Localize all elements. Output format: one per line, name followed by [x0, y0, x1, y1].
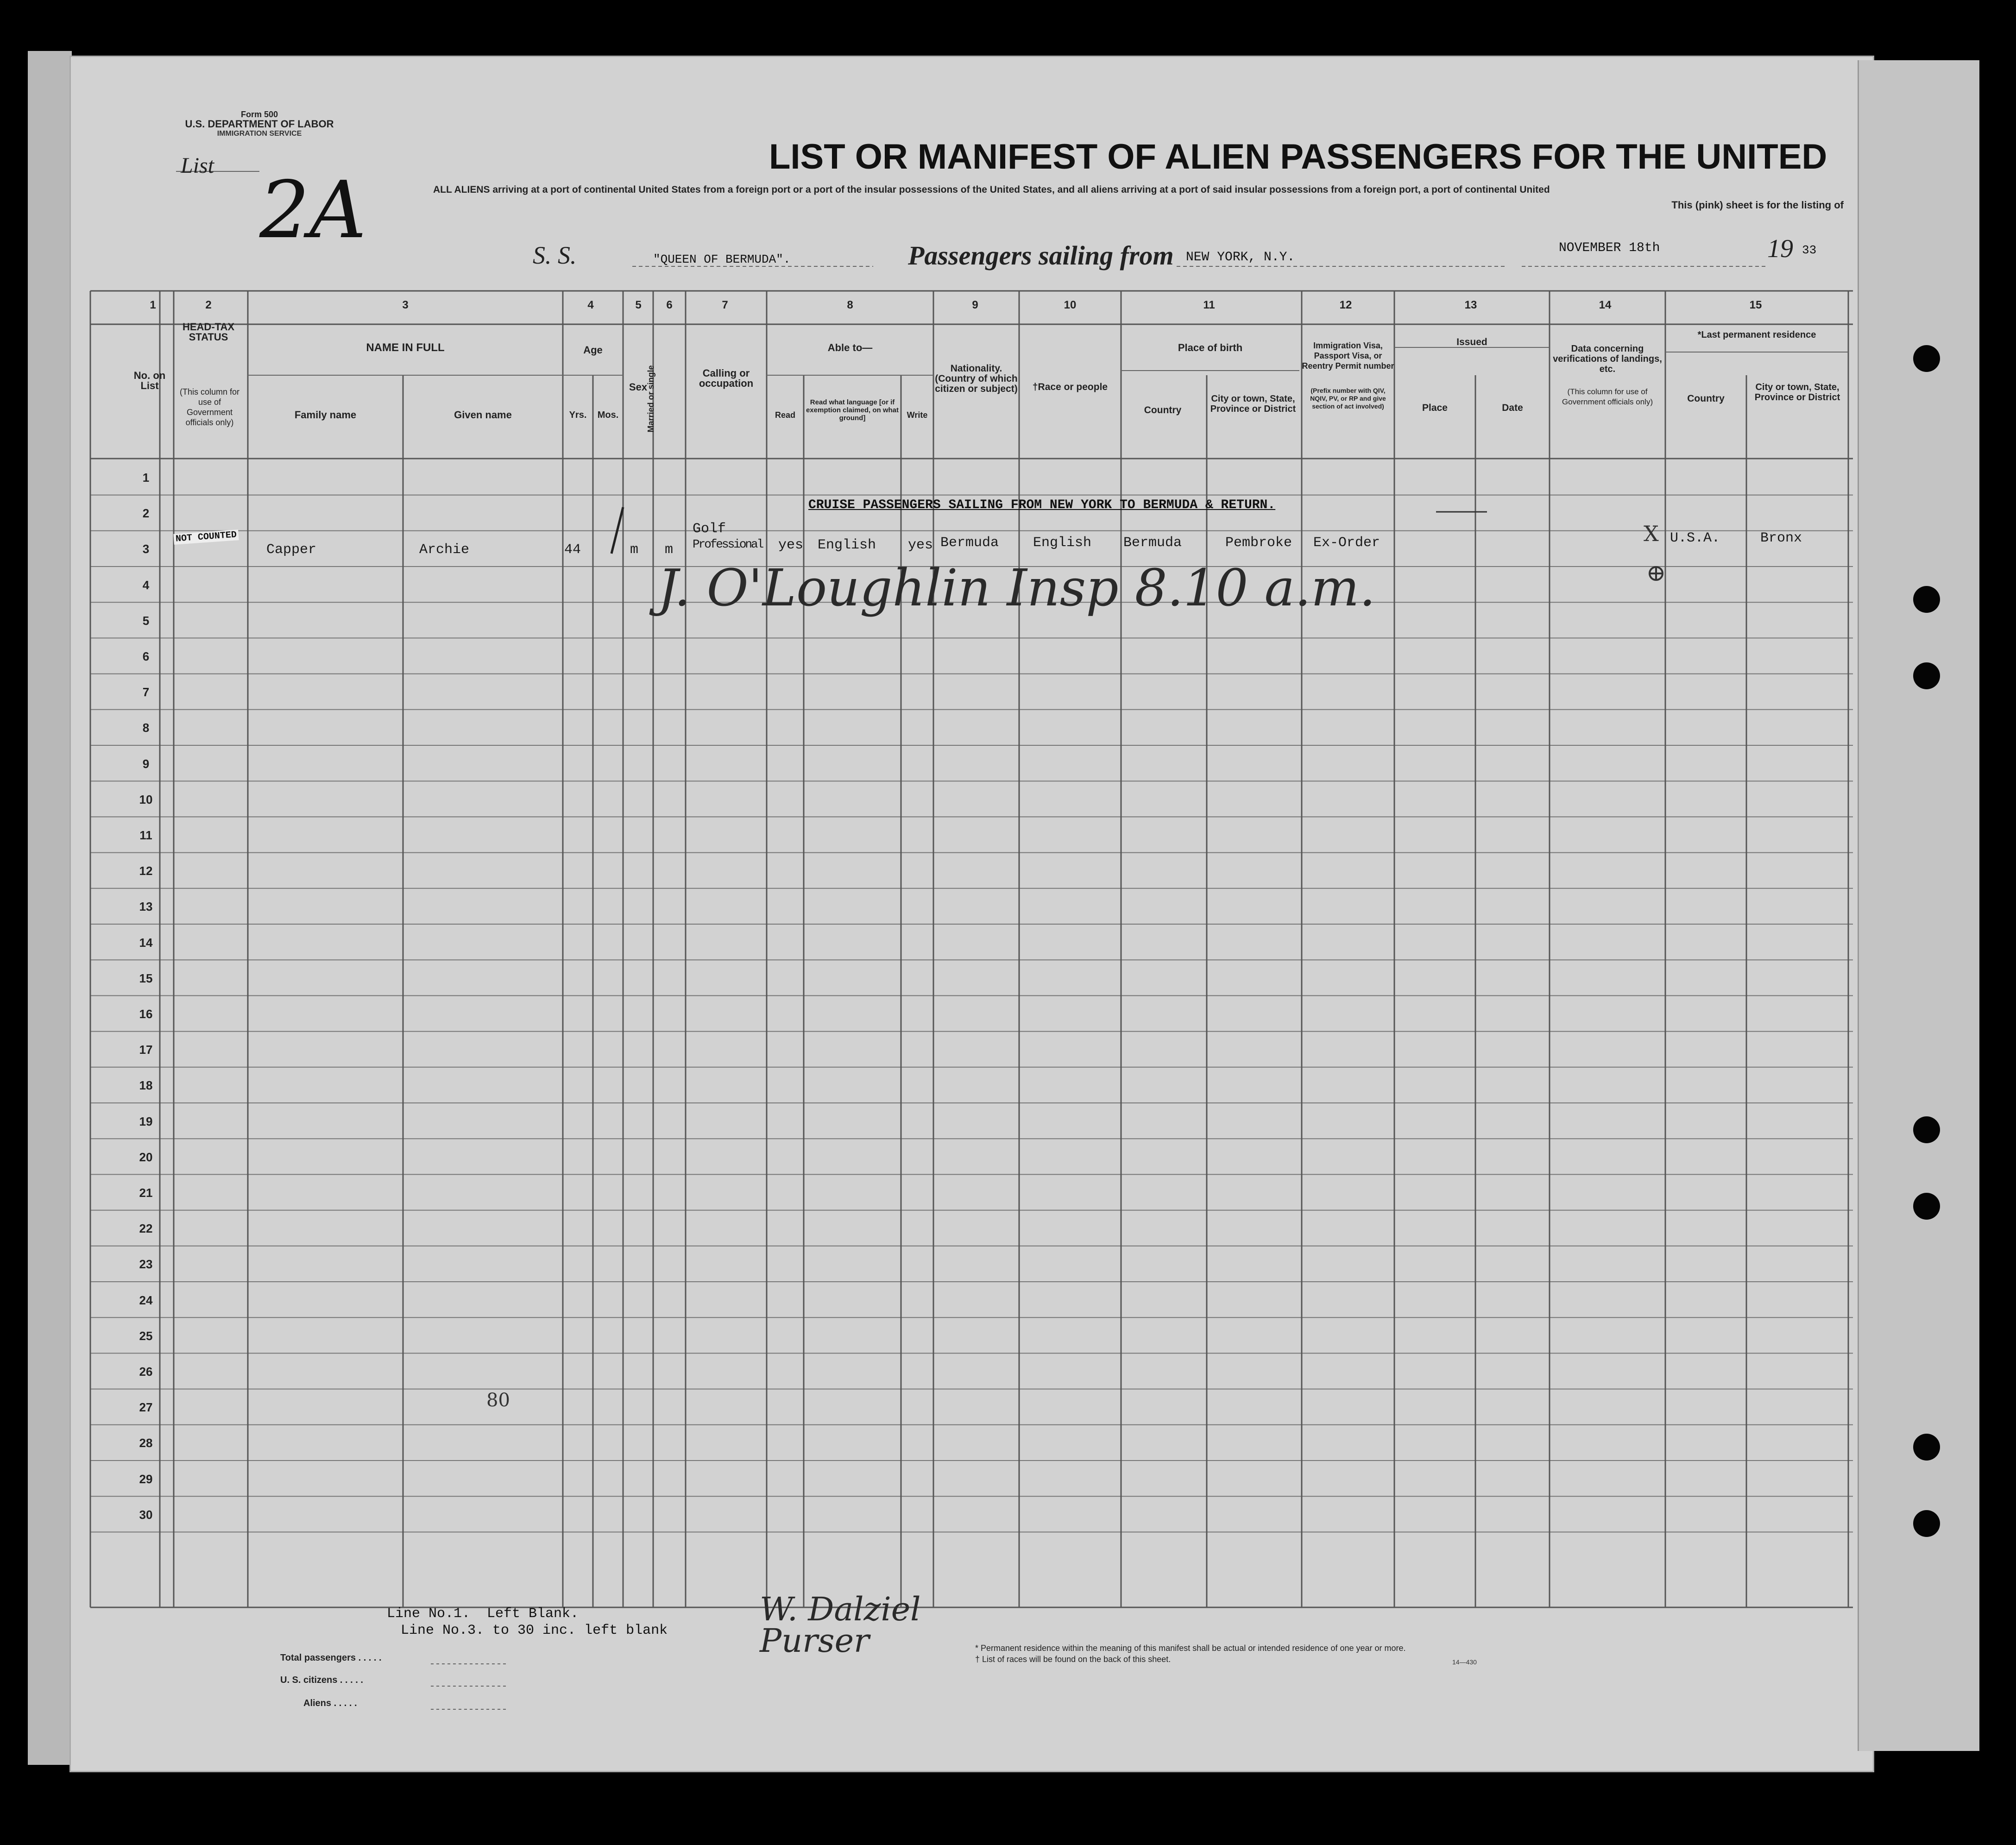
column-number: 12	[1339, 299, 1352, 311]
header-able-to: Able to—	[827, 342, 873, 353]
row-number: 3	[142, 542, 150, 556]
header-read: Read	[775, 410, 795, 420]
header-read-language: Read what language [or if exemption claimed, on what ground]	[806, 398, 899, 422]
year-prefix: 19	[1767, 234, 1793, 263]
row-number: 14	[139, 935, 153, 950]
row-number: 30	[139, 1507, 153, 1522]
ss-label: S. S.	[533, 241, 577, 269]
birth-city-cell: Pembroke	[1225, 535, 1292, 551]
res-city-cell: Bronx	[1760, 530, 1802, 546]
row-number: 24	[139, 1293, 153, 1307]
header-yrs: Yrs.	[569, 410, 587, 420]
form-number: Form 500	[240, 110, 278, 119]
header-place-of-birth: Place of birth	[1178, 342, 1243, 353]
row-number: 10	[139, 792, 153, 806]
column-number: 2	[205, 299, 212, 311]
header-visa: Immigration Visa, Passport Visa, or Reentry Permit number	[1302, 341, 1394, 371]
footer-line2-note: Line No.3. to 30 inc. left blank	[401, 1623, 668, 1638]
header-data-note: (This column for use of Government officials only)	[1562, 387, 1653, 406]
header-visa-note: (Prefix number with QIV, NQIV, PV, or RP and give section of act involved)	[1310, 387, 1386, 410]
us-citizens-label: U. S. citizens . . . . .	[280, 1675, 363, 1685]
married-cell: m	[665, 542, 674, 558]
sailing-from-label: Passengers sailing from	[908, 240, 1174, 271]
occupation-line1: Golf	[693, 521, 726, 537]
header-head-tax: HEAD-TAX STATUS	[182, 321, 235, 343]
read-cell: yes	[778, 537, 804, 553]
race-cell: English	[1033, 535, 1092, 551]
header-birth-country: Country	[1144, 405, 1182, 416]
column-number: 4	[587, 299, 594, 311]
header-res-country: Country	[1687, 393, 1725, 404]
list-number-handwritten: 2A	[259, 164, 366, 256]
department-name: U.S. DEPARTMENT OF LABOR	[185, 118, 334, 130]
handwritten-inspector-note: J. O'Loughlin Insp 8.10 a.m.	[658, 558, 1376, 617]
column-number: 13	[1464, 299, 1477, 311]
header-family-name: Family name	[294, 409, 357, 421]
cruise-note: CRUISE PASSENGERS SAILING FROM NEW YORK TO BERMUDA & RETURN.	[808, 498, 1276, 512]
column-number: 7	[722, 299, 728, 311]
birth-country-cell: Bermuda	[1123, 535, 1182, 551]
row-number: 21	[139, 1186, 153, 1200]
header-married: Married or single	[646, 365, 655, 433]
row-number: 1	[142, 471, 150, 485]
row-number: 23	[139, 1257, 153, 1272]
purser-signature: W. Dalziel Purser	[760, 1590, 921, 1660]
year-suffix: 33	[1802, 243, 1817, 257]
header-data-concerning: Data concerning verifications of landings, etc.	[1553, 344, 1662, 374]
column-number: 10	[1064, 299, 1077, 311]
row-number: 16	[139, 1007, 153, 1021]
age-yrs-cell: 44	[564, 542, 581, 558]
header-age: Age	[583, 344, 603, 356]
visa-cell: Ex-Order	[1313, 535, 1380, 551]
departure-port: NEW YORK, N.Y.	[1186, 250, 1295, 264]
header-res-city: City or town, State, Province or District	[1754, 382, 1840, 403]
header-calling: Calling or occupation	[699, 367, 754, 389]
header-issued-date: Date	[1502, 403, 1523, 413]
header-given-name: Given name	[454, 409, 512, 421]
manifest-title: LIST OR MANIFEST OF ALIEN PASSENGERS FOR THE UNITED	[769, 137, 1827, 176]
row-number: 8	[142, 721, 150, 735]
row-number: 29	[139, 1472, 153, 1486]
row-number: 27	[139, 1400, 153, 1415]
row-number: 4	[142, 578, 150, 592]
column-number: 14	[1599, 299, 1612, 311]
row-number: 28	[139, 1436, 153, 1450]
column-number: 1	[150, 299, 156, 311]
column-number: 11	[1203, 299, 1215, 311]
aliens-label: Aliens . . . . .	[303, 1698, 357, 1708]
total-passengers-label: Total passengers . . . . .	[280, 1653, 382, 1663]
footnote-residence: * Permanent residence within the meaning of this manifest shall be actual or intended residence of one year or more.	[975, 1643, 1406, 1653]
column-number: 5	[635, 299, 642, 311]
handwritten-circle-mark	[1650, 567, 1663, 580]
column-number: 6	[666, 299, 673, 311]
row-number: 15	[139, 971, 153, 985]
header-sex: Sex	[629, 381, 648, 393]
service-name: IMMIGRATION SERVICE	[217, 130, 302, 138]
header-mos: Mos.	[597, 410, 619, 420]
row-number: 17	[139, 1043, 153, 1057]
manifest-subtitle-2: This (pink) sheet is for the listing of	[1671, 199, 1844, 211]
verification-mark: X	[1644, 521, 1659, 546]
footer-line1-note: Line No.1. Left Blank.	[387, 1606, 579, 1622]
sex-cell: m	[630, 542, 639, 558]
list-label: List	[181, 153, 214, 178]
res-country-cell: U.S.A.	[1670, 530, 1720, 546]
row-number: 22	[139, 1222, 153, 1236]
row-number: 9	[142, 756, 150, 771]
footnote-races: † List of races will be found on the back of this sheet.	[975, 1655, 1171, 1664]
language-cell: English	[818, 537, 876, 553]
column-number: 3	[402, 299, 409, 311]
row-number: 2	[142, 506, 150, 521]
header-issued: Issued	[1456, 337, 1487, 347]
header-race: †Race or people	[1032, 382, 1108, 392]
header-no-on-list: No. on List	[133, 370, 166, 391]
column-number: 9	[972, 299, 978, 311]
row-number: 12	[139, 864, 153, 878]
row-number: 5	[142, 613, 150, 628]
sailing-date: NOVEMBER 18th	[1559, 241, 1660, 255]
header-issued-place: Place	[1422, 403, 1448, 413]
write-cell: yes	[908, 537, 933, 553]
row-number: 25	[139, 1329, 153, 1343]
manifest-subtitle: ALL ALIENS arriving at a port of continental United States from a foreign port or a port of the insular possessions of the United States, and all aliens arriving at a port of said insular possessions from a foreign port, a port of continental United	[433, 184, 1550, 195]
family-name-cell: Capper	[266, 542, 317, 558]
ship-name: "QUEEN OF BERMUDA".	[653, 252, 791, 266]
row-number: 18	[139, 1078, 153, 1093]
row-number: 6	[142, 649, 150, 663]
row-number: 20	[139, 1150, 153, 1164]
column-number: 8	[847, 299, 853, 311]
header-birth-city: City or town, State, Province or District	[1210, 394, 1296, 414]
occupation-line2: Professional	[693, 537, 763, 551]
header-last-residence: *Last permanent residence	[1697, 330, 1816, 340]
header-write: Write	[907, 410, 928, 420]
column-number: 15	[1749, 299, 1762, 311]
not-counted-stamp: NOT COUNTED	[173, 529, 239, 545]
handwritten-number: 80	[486, 1390, 510, 1411]
row-number: 13	[139, 900, 153, 914]
form-code: 14—430	[1452, 1658, 1477, 1666]
row-number: 11	[139, 828, 152, 842]
row-number: 26	[139, 1365, 153, 1379]
nationality-cell: Bermuda	[940, 535, 999, 551]
header-name-in-full: NAME IN FULL	[366, 341, 445, 354]
header-head-tax-note: (This column for use of Government officials only)	[179, 387, 240, 427]
row-number: 19	[139, 1114, 153, 1128]
header-nationality: Nationality. (Country of which citizen or subject)	[935, 363, 1018, 394]
row-number: 7	[142, 685, 150, 699]
given-name-cell: Archie	[419, 542, 470, 558]
